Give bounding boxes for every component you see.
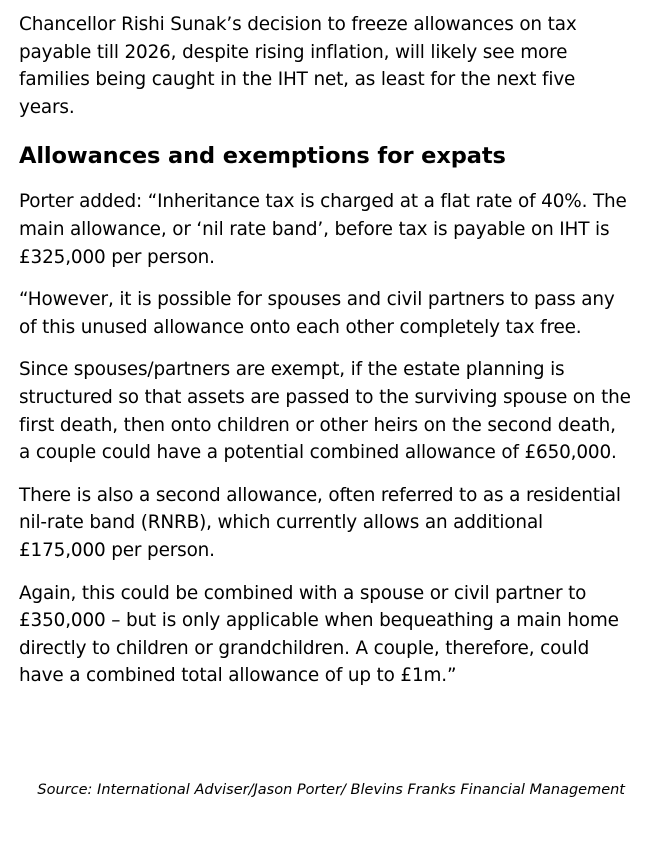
paragraph-main-allowance: Porter added: “Inheritance tax is charged at a flat rate of 40%. The main allowance, or ‘nil rate band’, before tax is payable on IHT is £325,000 per person. (19, 191, 627, 268)
paragraph-combined-allowance: Since spouses/partners are exempt, if the estate planning is structured so that assets are passed to the surviving spouse on the first death, then onto children or other heirs on the second death, a couple could have a potential combined allowance of £650,000. (19, 359, 631, 464)
section-heading: Allowances and exemptions for expats (19, 143, 506, 170)
intro-paragraph: Chancellor Rishi Sunak’s decision to freeze allowances on tax payable till 2026, despite rising inflation, will likely see more families being caught in the IHT net, as least for the next five years. (19, 14, 577, 118)
paragraph-total-allowance: Again, this could be combined with a spouse or civil partner to £350,000 – but is only applicable when bequeathing a main home directly to children or grandchildren. A couple, therefore, could have a combined total allowance of up to £1m.” (19, 582, 619, 687)
source-citation: Source: International Adviser/Jason Porter/ Blevins Franks Financial Management (37, 782, 625, 798)
article-body (19, 11, 631, 705)
paragraph-rnrb: There is also a second allowance, often referred to as a residential nil-rate band (RNRB), which currently allows an additional £175,000 per person. (19, 484, 621, 561)
paragraph-spouse-transfer: “However, it is possible for spouses and civil partners to pass any of this unused allowance onto each other completely tax free. (19, 289, 615, 338)
